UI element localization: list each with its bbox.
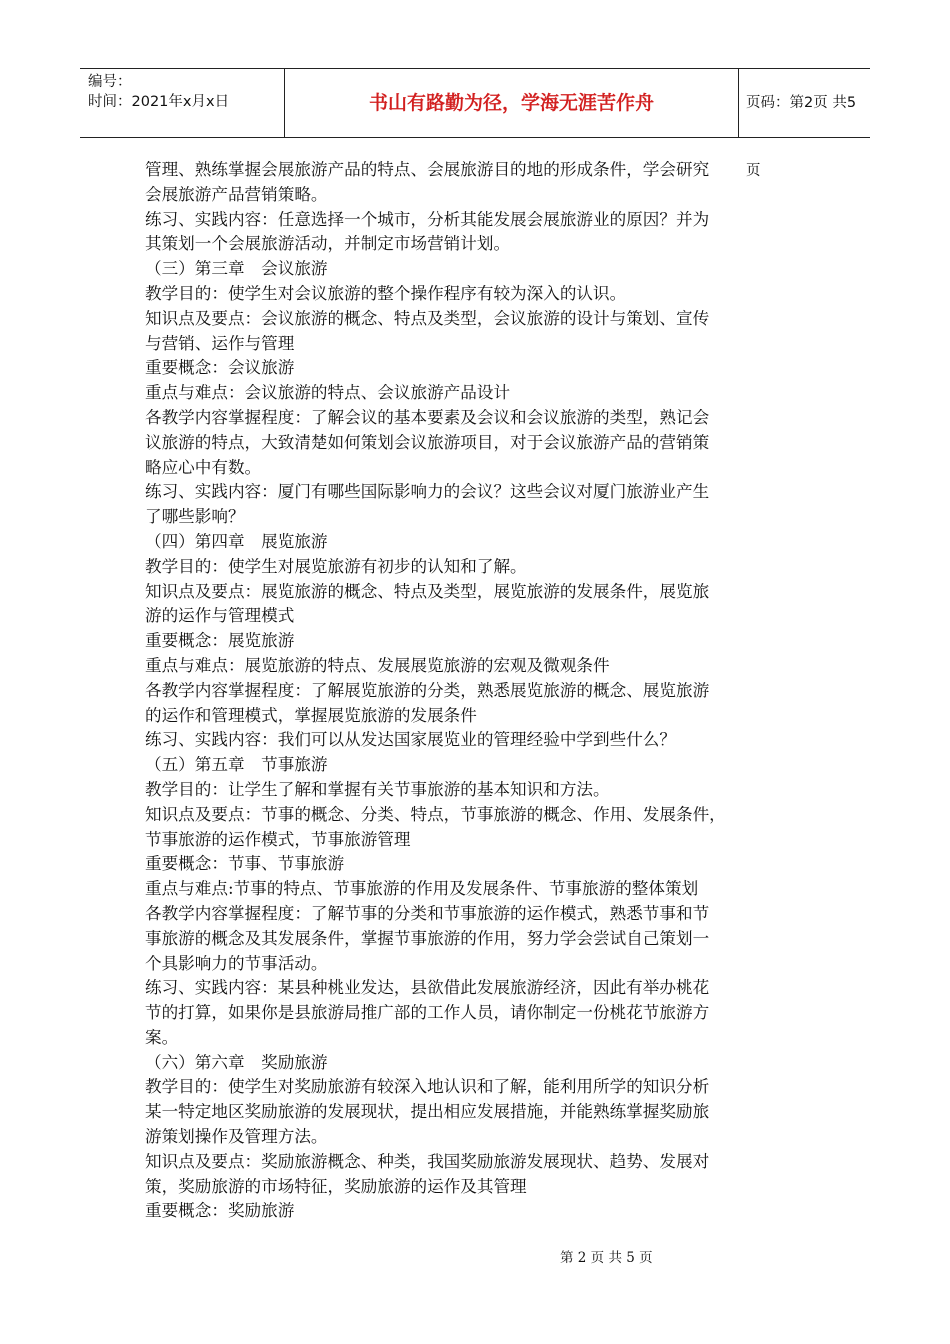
header-meta [80, 69, 285, 137]
body-line: 各教学内容掌握程度：了解节事的分类和节事旅游的运作模式，熟悉节事和节 [145, 903, 710, 923]
body-line: 重点与难点：会议旅游的特点、会议旅游产品设计 [145, 383, 511, 403]
body-line: 议旅游的特点，大致清楚如何策划会议旅游项目，对于会议旅游产品的营销策 [145, 432, 710, 452]
header-motto: 书山有路勤为径，学海无涯苦作舟 [285, 69, 739, 137]
body-line: 会展旅游产品营销策略。 [145, 184, 328, 204]
body-line: 各教学内容掌握程度：了解会议的基本要素及会议和会议旅游的类型，熟记会 [145, 407, 710, 427]
body-line: 略应心中有数。 [145, 457, 262, 477]
body-line: 个具影响力的节事活动。 [145, 953, 328, 973]
body-line: 节的打算，如果你是县旅游局推广部的工作人员，请你制定一份桃花节旅游方 [145, 1003, 710, 1023]
body-line: 练习、实践内容：任意选择一个城市，分析其能发展会展旅游业的原因？并为 [145, 209, 710, 229]
document-body [145, 158, 815, 1224]
body-line: 知识点及要点：节事的概念、分类、特点，节事旅游的概念、作用、发展条件， [145, 804, 726, 824]
time-label: 时间：2021年x月x日 [88, 94, 230, 110]
body-line: 练习、实践内容：某县种桃业发达，县欲借此发展旅游经济，因此有举办桃花 [145, 978, 710, 998]
body-line: 教学目的：让学生了解和掌握有关节事旅游的基本知识和方法。 [145, 779, 610, 799]
body-line: 重点与难点：展览旅游的特点、发展展览旅游的宏观及微观条件 [145, 655, 610, 675]
body-line: 了哪些影响？ [145, 507, 245, 527]
body-line: 管理、熟练掌握会展旅游产品的特点、会展旅游目的地的形成条件，学会研究 [145, 160, 710, 179]
body-line: （五）第五章 节事旅游 [145, 755, 328, 775]
body-line: （三）第三章 会议旅游 [145, 259, 328, 279]
number-label: 编号： [88, 74, 132, 90]
body-line: 重要概念：奖励旅游 [145, 1201, 295, 1221]
body-line: 知识点及要点：奖励旅游概念、种类，我国奖励旅游发展现状、趋势、发展对 [145, 1151, 710, 1171]
body-line: 教学目的：使学生对展览旅游有初步的认知和了解。 [145, 556, 527, 576]
body-line: 其策划一个会展旅游活动，并制定市场营销计划。 [145, 234, 511, 254]
body-line: 重要概念：节事、节事旅游 [145, 854, 345, 874]
body-line: 教学目的：使学生对会议旅游的整个操作程序有较为深入的认识。 [145, 283, 627, 303]
page-footer: 第 2 页 共 5 页 [560, 1250, 653, 1266]
body-line: 策，奖励旅游的市场特征，奖励旅游的运作及其管理 [145, 1176, 527, 1196]
body-line: 游策划操作及管理方法。 [145, 1127, 328, 1147]
body-line: 知识点及要点：会议旅游的概念、特点及类型，会议旅游的设计与策划、宣传 [145, 308, 710, 328]
body-line: 练习、实践内容：厦门有哪些国际影响力的会议？这些会议对厦门旅游业产生 [145, 482, 710, 502]
body-line: 的运作和管理模式，掌握展览旅游的发展条件 [145, 705, 477, 725]
body-line: 教学目的：使学生对奖励旅游有较深入地认识和了解，能利用所学的知识分析 [145, 1077, 710, 1097]
body-line: 重点与难点:节事的特点、节事旅游的作用及发展条件、节事旅游的整体策划 [145, 879, 699, 899]
header-page-number: 页码：第2页 共5页 [746, 95, 857, 179]
body-line: 重要概念：展览旅游 [145, 631, 295, 651]
body-line: 练习、实践内容：我们可以从发达国家展览业的管理经验中学到些什么？ [145, 730, 676, 750]
body-line: 某一特定地区奖励旅游的发展现状，提出相应发展措施，并能熟练掌握奖励旅 [145, 1102, 710, 1122]
body-line: 与营销、运作与管理 [145, 333, 295, 353]
body-line: 知识点及要点：展览旅游的概念、特点及类型，展览旅游的发展条件，展览旅 [145, 581, 710, 601]
body-line: 重要概念：会议旅游 [145, 358, 295, 378]
body-line: 节事旅游的运作模式，节事旅游管理 [145, 829, 411, 849]
body-line: 事旅游的概念及其发展条件，掌握节事旅游的作用，努力学会尝试自己策划一 [145, 928, 710, 948]
body-line: （四）第四章 展览旅游 [145, 531, 328, 551]
body-line: 游的运作与管理模式 [145, 606, 295, 626]
body-line: 案。 [145, 1027, 179, 1047]
body-line: 各教学内容掌握程度：了解展览旅游的分类，熟悉展览旅游的概念、展览旅游 [145, 680, 710, 700]
body-line: （六）第六章 奖励旅游 [145, 1052, 328, 1072]
